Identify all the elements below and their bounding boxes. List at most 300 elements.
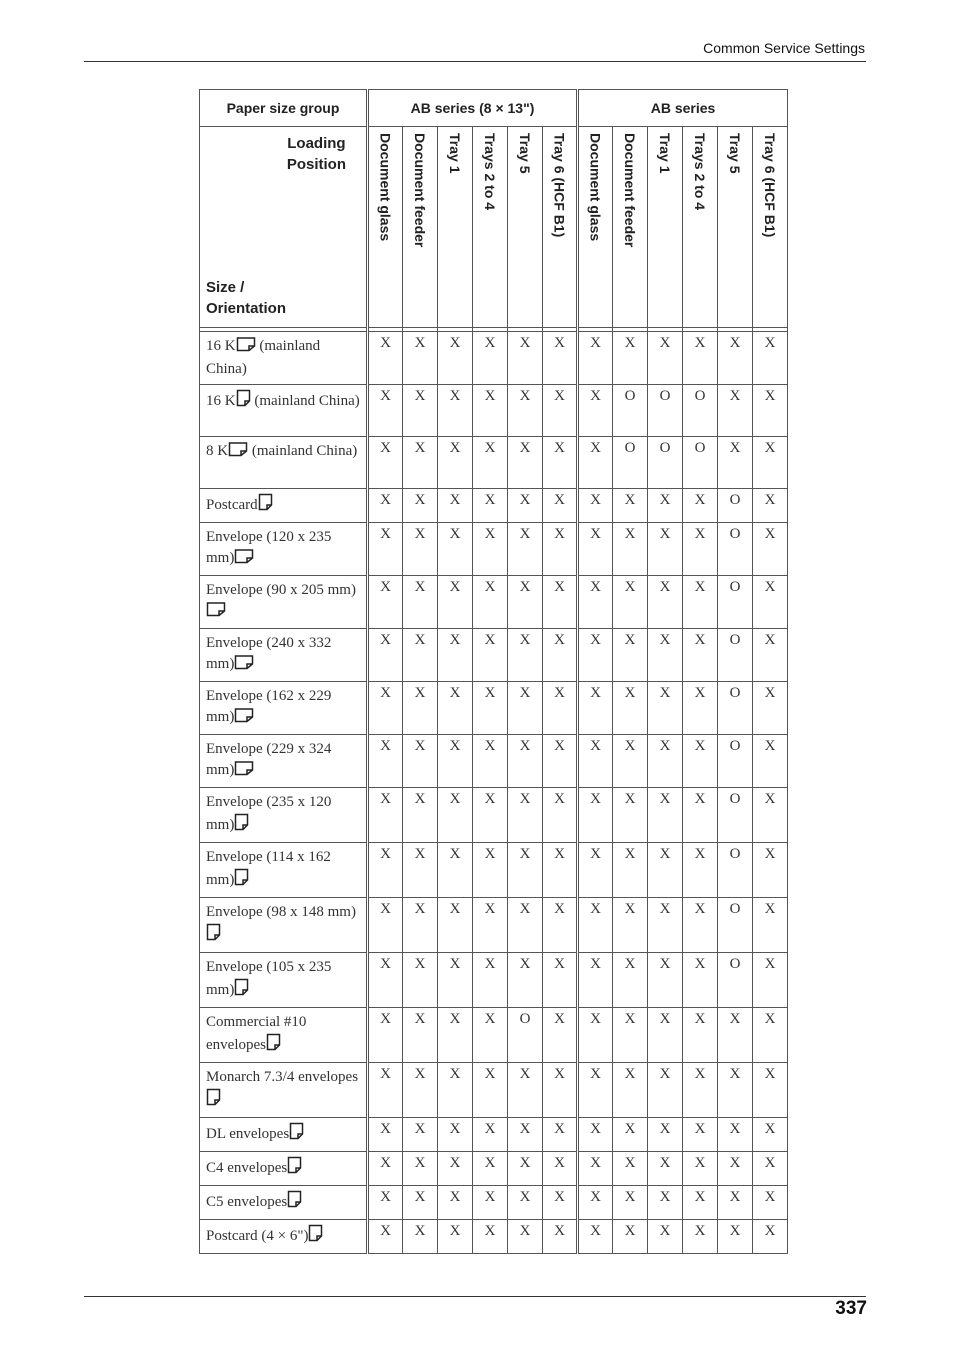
row-label bbox=[200, 332, 368, 385]
row-label bbox=[200, 576, 368, 629]
table-row bbox=[200, 843, 788, 898]
table-cell: X bbox=[613, 629, 648, 682]
table-cell: O bbox=[613, 437, 648, 489]
table-cell: O bbox=[613, 385, 648, 437]
table-cell: O bbox=[718, 898, 753, 953]
table-row bbox=[200, 953, 788, 1008]
table-row bbox=[200, 788, 788, 843]
table-cell: X bbox=[683, 1063, 718, 1118]
table-cell: X bbox=[368, 437, 403, 489]
row-label-suffix: (mainland China) bbox=[206, 338, 321, 377]
column-header bbox=[438, 127, 473, 328]
table-cell: X bbox=[543, 1220, 578, 1254]
table-cell: X bbox=[718, 1118, 753, 1152]
row-label bbox=[200, 898, 368, 953]
table-cell: X bbox=[438, 1063, 473, 1118]
table-cell: X bbox=[613, 1186, 648, 1220]
column-header-label: Document glass bbox=[377, 133, 394, 242]
row-label-text: Envelope (98 x 148 mm) bbox=[206, 904, 356, 920]
table-cell: X bbox=[438, 1118, 473, 1152]
table-cell: X bbox=[368, 682, 403, 735]
column-header bbox=[683, 127, 718, 328]
table-cell: X bbox=[508, 735, 543, 788]
table-cell: X bbox=[403, 1152, 438, 1186]
row-label bbox=[200, 1008, 368, 1063]
table-cell: X bbox=[368, 576, 403, 629]
table-cell: X bbox=[438, 898, 473, 953]
table-cell: X bbox=[543, 576, 578, 629]
table-cell: X bbox=[543, 1063, 578, 1118]
table-cell: X bbox=[438, 953, 473, 1008]
table-row bbox=[200, 735, 788, 788]
row-label-text: Envelope (240 x 332 mm) bbox=[206, 635, 332, 672]
table-cell: X bbox=[403, 1220, 438, 1254]
table-cell: X bbox=[718, 437, 753, 489]
table-cell: X bbox=[473, 629, 508, 682]
table-cell: X bbox=[508, 385, 543, 437]
table-cell: X bbox=[508, 843, 543, 898]
table-cell: X bbox=[508, 682, 543, 735]
table-cell: X bbox=[403, 898, 438, 953]
table-cell: X bbox=[543, 437, 578, 489]
table-cell: O bbox=[718, 735, 753, 788]
table-cell: X bbox=[753, 523, 788, 576]
table-cell: X bbox=[648, 1063, 683, 1118]
portrait-page-icon bbox=[287, 1190, 302, 1215]
row-label-suffix: (mainland China) bbox=[250, 393, 360, 409]
table-cell: X bbox=[473, 523, 508, 576]
column-header bbox=[543, 127, 578, 328]
column-header-label: Tray 5 bbox=[517, 133, 533, 174]
table-cell: X bbox=[753, 385, 788, 437]
table-cell: X bbox=[368, 843, 403, 898]
portrait-page-icon bbox=[289, 1122, 304, 1147]
table-cell: X bbox=[473, 735, 508, 788]
table-cell: X bbox=[753, 953, 788, 1008]
table-cell: X bbox=[438, 1008, 473, 1063]
row-label bbox=[200, 489, 368, 523]
table-cell: X bbox=[368, 1008, 403, 1063]
table-cell: X bbox=[683, 523, 718, 576]
table-cell: X bbox=[578, 788, 613, 843]
table-cell: X bbox=[648, 1118, 683, 1152]
column-header bbox=[473, 127, 508, 328]
table-cell: O bbox=[718, 629, 753, 682]
table-cell: X bbox=[578, 682, 613, 735]
table-cell: X bbox=[613, 788, 648, 843]
row-label bbox=[200, 1152, 368, 1186]
table-cell: X bbox=[368, 953, 403, 1008]
table-cell: X bbox=[648, 898, 683, 953]
row-label bbox=[200, 1118, 368, 1152]
table-cell: X bbox=[578, 1063, 613, 1118]
table-cell: X bbox=[543, 385, 578, 437]
row-label bbox=[200, 1063, 368, 1118]
group-ab: AB series bbox=[578, 90, 788, 127]
row-label-text: Envelope (229 x 324 mm) bbox=[206, 741, 332, 778]
table-cell: X bbox=[613, 1118, 648, 1152]
table-cell: X bbox=[438, 788, 473, 843]
table-cell: X bbox=[508, 332, 543, 385]
table-cell: X bbox=[578, 843, 613, 898]
table-cell: X bbox=[438, 629, 473, 682]
column-header bbox=[403, 127, 438, 328]
column-header-label: Document feeder bbox=[412, 133, 428, 248]
row-label-text: C5 envelopes bbox=[206, 1194, 288, 1210]
table-cell: X bbox=[683, 682, 718, 735]
table-cell: X bbox=[403, 385, 438, 437]
table-cell: X bbox=[403, 523, 438, 576]
table-cell: X bbox=[403, 1186, 438, 1220]
table-cell: O bbox=[718, 953, 753, 1008]
table-cell: X bbox=[543, 843, 578, 898]
table-row bbox=[200, 576, 788, 629]
table-cell: X bbox=[578, 1118, 613, 1152]
table-cell: X bbox=[368, 629, 403, 682]
table-cell: X bbox=[508, 523, 543, 576]
table-cell: X bbox=[753, 489, 788, 523]
table-cell: X bbox=[438, 523, 473, 576]
table-cell: O bbox=[718, 576, 753, 629]
table-cell: X bbox=[368, 788, 403, 843]
table-cell: X bbox=[648, 1008, 683, 1063]
table-cell: X bbox=[473, 489, 508, 523]
table-cell: X bbox=[543, 489, 578, 523]
paper-tray-table bbox=[199, 89, 788, 1254]
column-header-label: Tray 6 (HCF B1) bbox=[762, 133, 779, 238]
table-cell: X bbox=[578, 437, 613, 489]
table-cell: X bbox=[753, 1008, 788, 1063]
table-cell: X bbox=[683, 489, 718, 523]
table-cell: O bbox=[683, 385, 718, 437]
table-cell: X bbox=[683, 788, 718, 843]
table-cell: X bbox=[508, 1063, 543, 1118]
table-cell: X bbox=[613, 953, 648, 1008]
table-cell: O bbox=[648, 385, 683, 437]
table-cell: X bbox=[683, 953, 718, 1008]
table-row bbox=[200, 332, 788, 385]
header-rule bbox=[84, 61, 866, 62]
table-cell: X bbox=[613, 489, 648, 523]
table-cell: X bbox=[683, 843, 718, 898]
table-cell: X bbox=[613, 1220, 648, 1254]
table-cell: X bbox=[368, 1063, 403, 1118]
table-cell: X bbox=[683, 1186, 718, 1220]
table-cell: X bbox=[718, 1063, 753, 1118]
table-cell: X bbox=[718, 1008, 753, 1063]
table-cell: X bbox=[753, 332, 788, 385]
column-header-label: Tray 1 bbox=[657, 133, 674, 174]
row-label-text: Envelope (235 x 120 mm) bbox=[206, 794, 332, 833]
table-cell: X bbox=[368, 523, 403, 576]
table-cell: X bbox=[543, 1118, 578, 1152]
table-cell: X bbox=[508, 1152, 543, 1186]
table-cell: X bbox=[613, 898, 648, 953]
orientation-label: Orientation bbox=[206, 300, 287, 317]
column-header-label: Trays 2 to 4 bbox=[692, 133, 709, 211]
table-row bbox=[200, 489, 788, 523]
table-cell: X bbox=[753, 898, 788, 953]
row-label bbox=[200, 843, 368, 898]
table-cell: X bbox=[753, 1063, 788, 1118]
table-cell: X bbox=[753, 1118, 788, 1152]
table-cell: X bbox=[578, 523, 613, 576]
table-cell: X bbox=[508, 1118, 543, 1152]
table-row bbox=[200, 1118, 788, 1152]
table-cell: X bbox=[508, 953, 543, 1008]
table-cell: X bbox=[473, 1186, 508, 1220]
row-label-suffix: (mainland China) bbox=[248, 443, 358, 459]
table-cell: X bbox=[508, 489, 543, 523]
table-cell: O bbox=[683, 437, 718, 489]
table-cell: X bbox=[718, 332, 753, 385]
table-cell: X bbox=[718, 385, 753, 437]
table-cell: X bbox=[613, 332, 648, 385]
table-cell: X bbox=[403, 682, 438, 735]
table-row bbox=[200, 682, 788, 735]
table-cell: X bbox=[578, 332, 613, 385]
table-cell: X bbox=[473, 1008, 508, 1063]
table-cell: X bbox=[368, 489, 403, 523]
portrait-page-icon bbox=[234, 978, 249, 1003]
table-cell: X bbox=[613, 1152, 648, 1186]
table-cell: X bbox=[368, 898, 403, 953]
size-orientation-label bbox=[206, 277, 286, 319]
table-cell: X bbox=[753, 437, 788, 489]
table-cell: X bbox=[683, 1118, 718, 1152]
table-cell: X bbox=[613, 576, 648, 629]
table-cell: X bbox=[403, 629, 438, 682]
page-number: 337 bbox=[835, 1298, 867, 1319]
table-row bbox=[200, 1063, 788, 1118]
row-label bbox=[200, 953, 368, 1008]
table-row bbox=[200, 437, 788, 489]
row-label-text: DL envelopes bbox=[206, 1126, 290, 1142]
row-label bbox=[200, 437, 368, 489]
table-cell: X bbox=[473, 1063, 508, 1118]
table-cell: X bbox=[648, 332, 683, 385]
row-label bbox=[200, 523, 368, 576]
table-row bbox=[200, 898, 788, 953]
table-cell: X bbox=[473, 953, 508, 1008]
table-cell: X bbox=[368, 1118, 403, 1152]
table-cell: X bbox=[368, 1186, 403, 1220]
table-cell: X bbox=[403, 489, 438, 523]
table-cell: X bbox=[578, 1008, 613, 1063]
table-cell: X bbox=[753, 682, 788, 735]
row-label bbox=[200, 682, 368, 735]
table-cell: X bbox=[508, 1220, 543, 1254]
table-cell: X bbox=[403, 332, 438, 385]
table-cell: X bbox=[578, 735, 613, 788]
table-cell: X bbox=[648, 735, 683, 788]
table-cell: X bbox=[683, 1008, 718, 1063]
table-cell: X bbox=[368, 1152, 403, 1186]
row-label-text: Envelope (90 x 205 mm) bbox=[206, 582, 356, 598]
table-cell: X bbox=[578, 629, 613, 682]
table-cell: X bbox=[543, 332, 578, 385]
table-cell: X bbox=[578, 489, 613, 523]
table-cell: X bbox=[473, 385, 508, 437]
row-label bbox=[200, 735, 368, 788]
row-label bbox=[200, 788, 368, 843]
landscape-page-icon bbox=[236, 336, 256, 359]
table-cell: O bbox=[718, 788, 753, 843]
table-cell: X bbox=[438, 489, 473, 523]
table-cell: X bbox=[473, 788, 508, 843]
portrait-page-icon bbox=[234, 813, 249, 838]
loading-label: Loading bbox=[287, 135, 346, 152]
landscape-page-icon bbox=[234, 654, 254, 677]
row-label bbox=[200, 385, 368, 437]
portrait-page-icon bbox=[308, 1224, 323, 1249]
column-header bbox=[578, 127, 613, 328]
landscape-page-icon bbox=[228, 441, 248, 464]
table-cell: X bbox=[403, 576, 438, 629]
table-cell: X bbox=[473, 437, 508, 489]
column-header bbox=[613, 127, 648, 328]
column-header bbox=[508, 127, 543, 328]
table-cell: X bbox=[543, 788, 578, 843]
table-cell: X bbox=[473, 1152, 508, 1186]
table-cell: X bbox=[543, 1186, 578, 1220]
portrait-page-icon bbox=[258, 493, 273, 518]
table-cell: X bbox=[403, 1008, 438, 1063]
table-cell: X bbox=[403, 953, 438, 1008]
table-cell: X bbox=[438, 576, 473, 629]
row-label bbox=[200, 1220, 368, 1254]
row-label-text: 16 K bbox=[206, 338, 236, 354]
row-label bbox=[200, 629, 368, 682]
table-cell: X bbox=[753, 1152, 788, 1186]
table-cell: X bbox=[578, 898, 613, 953]
table-cell: X bbox=[438, 843, 473, 898]
table-cell: X bbox=[648, 953, 683, 1008]
table-cell: X bbox=[613, 682, 648, 735]
table-cell: X bbox=[543, 523, 578, 576]
table-cell: O bbox=[718, 682, 753, 735]
size-label: Size / bbox=[206, 279, 245, 296]
table-cell: O bbox=[648, 437, 683, 489]
table-cell: X bbox=[473, 898, 508, 953]
table-cell: X bbox=[473, 1118, 508, 1152]
row-label-text: Envelope (162 x 229 mm) bbox=[206, 688, 332, 725]
table-cell: X bbox=[403, 788, 438, 843]
portrait-page-icon bbox=[206, 1088, 221, 1113]
table-cell: X bbox=[543, 629, 578, 682]
column-header-label: Tray 6 (HCF B1) bbox=[551, 133, 568, 238]
table-cell: X bbox=[438, 682, 473, 735]
table-cell: X bbox=[368, 332, 403, 385]
table-cell: X bbox=[648, 523, 683, 576]
table-cell: X bbox=[613, 843, 648, 898]
landscape-page-icon bbox=[234, 760, 254, 783]
position-label: Position bbox=[286, 156, 346, 173]
table-cell: X bbox=[578, 1152, 613, 1186]
table-cell: O bbox=[718, 489, 753, 523]
row-label-text: Commercial #10 envelopes bbox=[206, 1014, 307, 1053]
paper-size-group-label: Paper size group bbox=[200, 90, 368, 127]
portrait-page-icon bbox=[234, 868, 249, 893]
column-header-label: Tray 5 bbox=[727, 133, 744, 174]
table-cell: X bbox=[648, 843, 683, 898]
column-header bbox=[648, 127, 683, 328]
row-label-text: Envelope (105 x 235 mm) bbox=[206, 959, 332, 998]
table-cell: X bbox=[403, 735, 438, 788]
table-cell: X bbox=[508, 788, 543, 843]
table-cell: X bbox=[683, 735, 718, 788]
table-cell: X bbox=[683, 332, 718, 385]
table-cell: X bbox=[473, 1220, 508, 1254]
table-cell: X bbox=[718, 1152, 753, 1186]
corner-header bbox=[200, 127, 368, 328]
portrait-page-icon bbox=[266, 1033, 281, 1058]
table-row bbox=[200, 523, 788, 576]
table-cell: X bbox=[543, 953, 578, 1008]
row-label-text: Postcard (4 × 6") bbox=[206, 1228, 309, 1244]
table-cell: X bbox=[473, 332, 508, 385]
table-row bbox=[200, 1152, 788, 1186]
table-cell: X bbox=[613, 1008, 648, 1063]
table-cell: X bbox=[648, 576, 683, 629]
table-cell: X bbox=[508, 437, 543, 489]
table-cell: O bbox=[718, 523, 753, 576]
table-cell: X bbox=[753, 576, 788, 629]
table-cell: X bbox=[683, 898, 718, 953]
table-cell: X bbox=[578, 1220, 613, 1254]
table-cell: X bbox=[403, 1063, 438, 1118]
table-cell: X bbox=[753, 1220, 788, 1254]
table-cell: X bbox=[543, 1152, 578, 1186]
table-cell: O bbox=[508, 1008, 543, 1063]
table-cell: X bbox=[648, 1152, 683, 1186]
table-cell: X bbox=[438, 1220, 473, 1254]
group-ab-8x13: AB series (8 × 13") bbox=[368, 90, 578, 127]
table-cell: X bbox=[543, 1008, 578, 1063]
table-cell: X bbox=[578, 576, 613, 629]
table-cell: X bbox=[508, 898, 543, 953]
table-cell: X bbox=[438, 385, 473, 437]
column-header-label: Trays 2 to 4 bbox=[482, 133, 498, 211]
table-cell: X bbox=[648, 788, 683, 843]
landscape-page-icon bbox=[206, 601, 226, 624]
table-cell: X bbox=[578, 953, 613, 1008]
table-cell: X bbox=[543, 735, 578, 788]
table-cell: X bbox=[753, 1186, 788, 1220]
row-label-text: Envelope (120 x 235 mm) bbox=[206, 529, 332, 566]
table-cell: X bbox=[648, 1186, 683, 1220]
loading-position-label bbox=[287, 133, 346, 175]
table-cell: X bbox=[543, 898, 578, 953]
table-cell: X bbox=[508, 1186, 543, 1220]
table-row bbox=[200, 385, 788, 437]
portrait-page-icon bbox=[287, 1156, 302, 1181]
table-cell: X bbox=[648, 629, 683, 682]
table-cell: X bbox=[648, 489, 683, 523]
table-cell: X bbox=[683, 576, 718, 629]
table-cell: X bbox=[438, 437, 473, 489]
table-cell: X bbox=[438, 735, 473, 788]
table-cell: X bbox=[753, 629, 788, 682]
row-label bbox=[200, 1186, 368, 1220]
row-label-text: Monarch 7.3/4 envelopes bbox=[206, 1069, 359, 1085]
table-cell: X bbox=[508, 576, 543, 629]
table-cell: X bbox=[683, 629, 718, 682]
row-label-text: 16 K bbox=[206, 393, 236, 409]
table-cell: X bbox=[438, 1186, 473, 1220]
table-cell: X bbox=[753, 843, 788, 898]
footer-rule bbox=[84, 1296, 866, 1297]
